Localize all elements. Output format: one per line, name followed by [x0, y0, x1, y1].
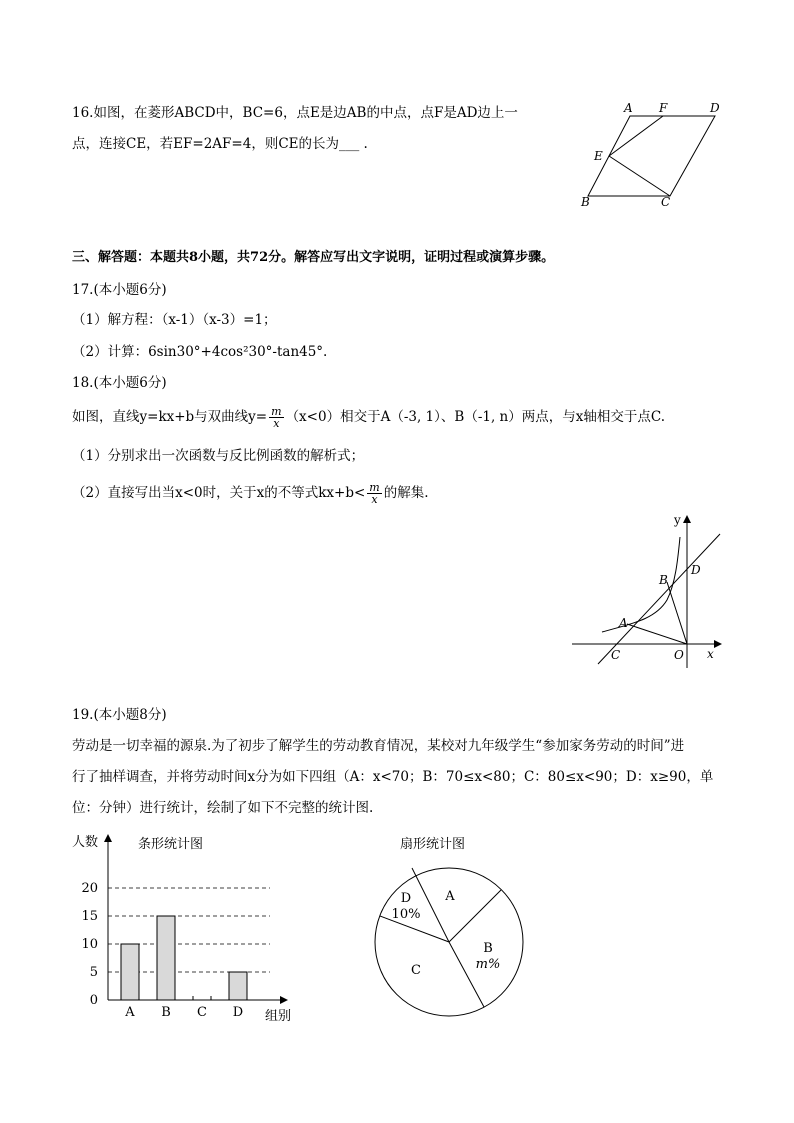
bar-chart-ytick: 0: [89, 993, 98, 1008]
pie-label-A: A: [445, 889, 455, 904]
frac-denominator-2: x: [371, 493, 378, 506]
bar-chart-ytick: 20: [81, 881, 98, 896]
bar-B: [157, 916, 175, 1000]
label-C2: C: [611, 648, 621, 662]
pie-label-B: B: [483, 941, 493, 956]
frac-numerator: m: [271, 405, 282, 418]
label-y: y: [674, 513, 681, 527]
q16-text-line2: 点，连接CE，若EF=2AF=4，则CE的长为___ .: [72, 136, 368, 152]
frac-denominator: x: [273, 417, 280, 430]
q16-text-line1: 16.如图，在菱形ABCD中，BC=6，点E是边AB的中点，点F是AD边上一: [72, 105, 518, 121]
pie-slice-border-4: [449, 942, 484, 1007]
bar-chart-xlabel: 组别: [265, 1009, 292, 1024]
pie-chart: [370, 832, 530, 1022]
label-A2: A: [619, 616, 628, 630]
label-A: A: [624, 101, 633, 115]
bar-chart-ytick: 5: [89, 965, 98, 980]
label-D: D: [710, 101, 720, 115]
q17-part1: （1）解方程：（x-1）（x-3）=1；: [72, 312, 277, 328]
pie-label-D: D: [400, 891, 412, 906]
bar-chart-title: 条形统计图: [138, 837, 204, 852]
label-B2: B: [659, 573, 668, 587]
q18-line1-b: （x<0）相交于A（-3, 1）、B（-1, n）两点，与x轴相交于点C.: [285, 409, 665, 425]
label-D2: D: [691, 563, 701, 577]
q18-header: 18.(本小题6分): [72, 375, 167, 391]
q18-part2: [72, 482, 429, 505]
bar-A: [121, 944, 139, 1000]
fraction-m-over-x-2: [367, 482, 381, 505]
bar-chart-category: A: [125, 1005, 135, 1020]
fraction-m-over-x: [269, 406, 283, 429]
pie-sublabel-B: m%: [475, 957, 501, 972]
q18-part2-b: 的解集.: [383, 485, 429, 501]
bar-chart-ytick: 10: [81, 937, 98, 952]
rhombus-figure: [580, 101, 730, 210]
frac-numerator-2: m: [369, 481, 380, 494]
pie-chart-title: 扇形统计图: [400, 837, 466, 852]
pie-slice-border-1: [412, 868, 449, 942]
bar-chart-category: B: [161, 1005, 171, 1020]
label-B: B: [581, 195, 590, 209]
q19-line2: 行了抽样调查，并将劳动时间x分为如下四组（A：x<70；B：70≤x<80；C：80≤x<90；D：x≥90，单: [72, 769, 714, 785]
bar-chart-ytick: 15: [81, 909, 98, 924]
label-x: x: [707, 647, 714, 661]
q17-part2: （2）计算：6sin30°+4cos²30°-tan45°.: [72, 344, 328, 360]
q19-line3: 位：分钟）进行统计，绘制了如下不完整的统计图.: [72, 800, 374, 816]
bar-D: [229, 972, 247, 1000]
q18-line1-a: 如图，直线y=kx+b与双曲线y=: [72, 409, 268, 425]
q18-part1: （1）分别求出一次函数与反比例函数的解析式；: [72, 448, 365, 464]
bar-chart-category: C: [197, 1005, 207, 1020]
q19-line1: 劳动是一切幸福的源泉.为了初步了解学生的劳动教育情况，某校对九年级学生“参加家务劳动的时间”进: [72, 738, 685, 754]
q19-header: 19.(本小题8分): [72, 707, 167, 723]
label-C: C: [661, 195, 671, 209]
pie-label-C: C: [411, 963, 421, 978]
q17-header: 17.(本小题6分): [72, 282, 167, 298]
bar-chart-category: D: [232, 1005, 244, 1020]
section3-heading: 三、解答题：本题共8小题，共72分。解答应写出文字说明，证明过程或演算步骤。: [72, 250, 555, 265]
pie-slice-border-3: [449, 890, 501, 942]
label-O: O: [674, 648, 684, 662]
bar-chart: [70, 830, 340, 1030]
label-E: E: [594, 149, 603, 163]
pie-sublabel-D: 10%: [391, 907, 421, 922]
function-graph: [570, 512, 730, 670]
bar-chart-ylabel: 人数: [72, 835, 99, 850]
q18-line1: [72, 406, 665, 429]
label-F: F: [659, 101, 668, 115]
q18-part2-a: （2）直接写出当x<0时，关于x的不等式kx+b<: [72, 485, 366, 501]
